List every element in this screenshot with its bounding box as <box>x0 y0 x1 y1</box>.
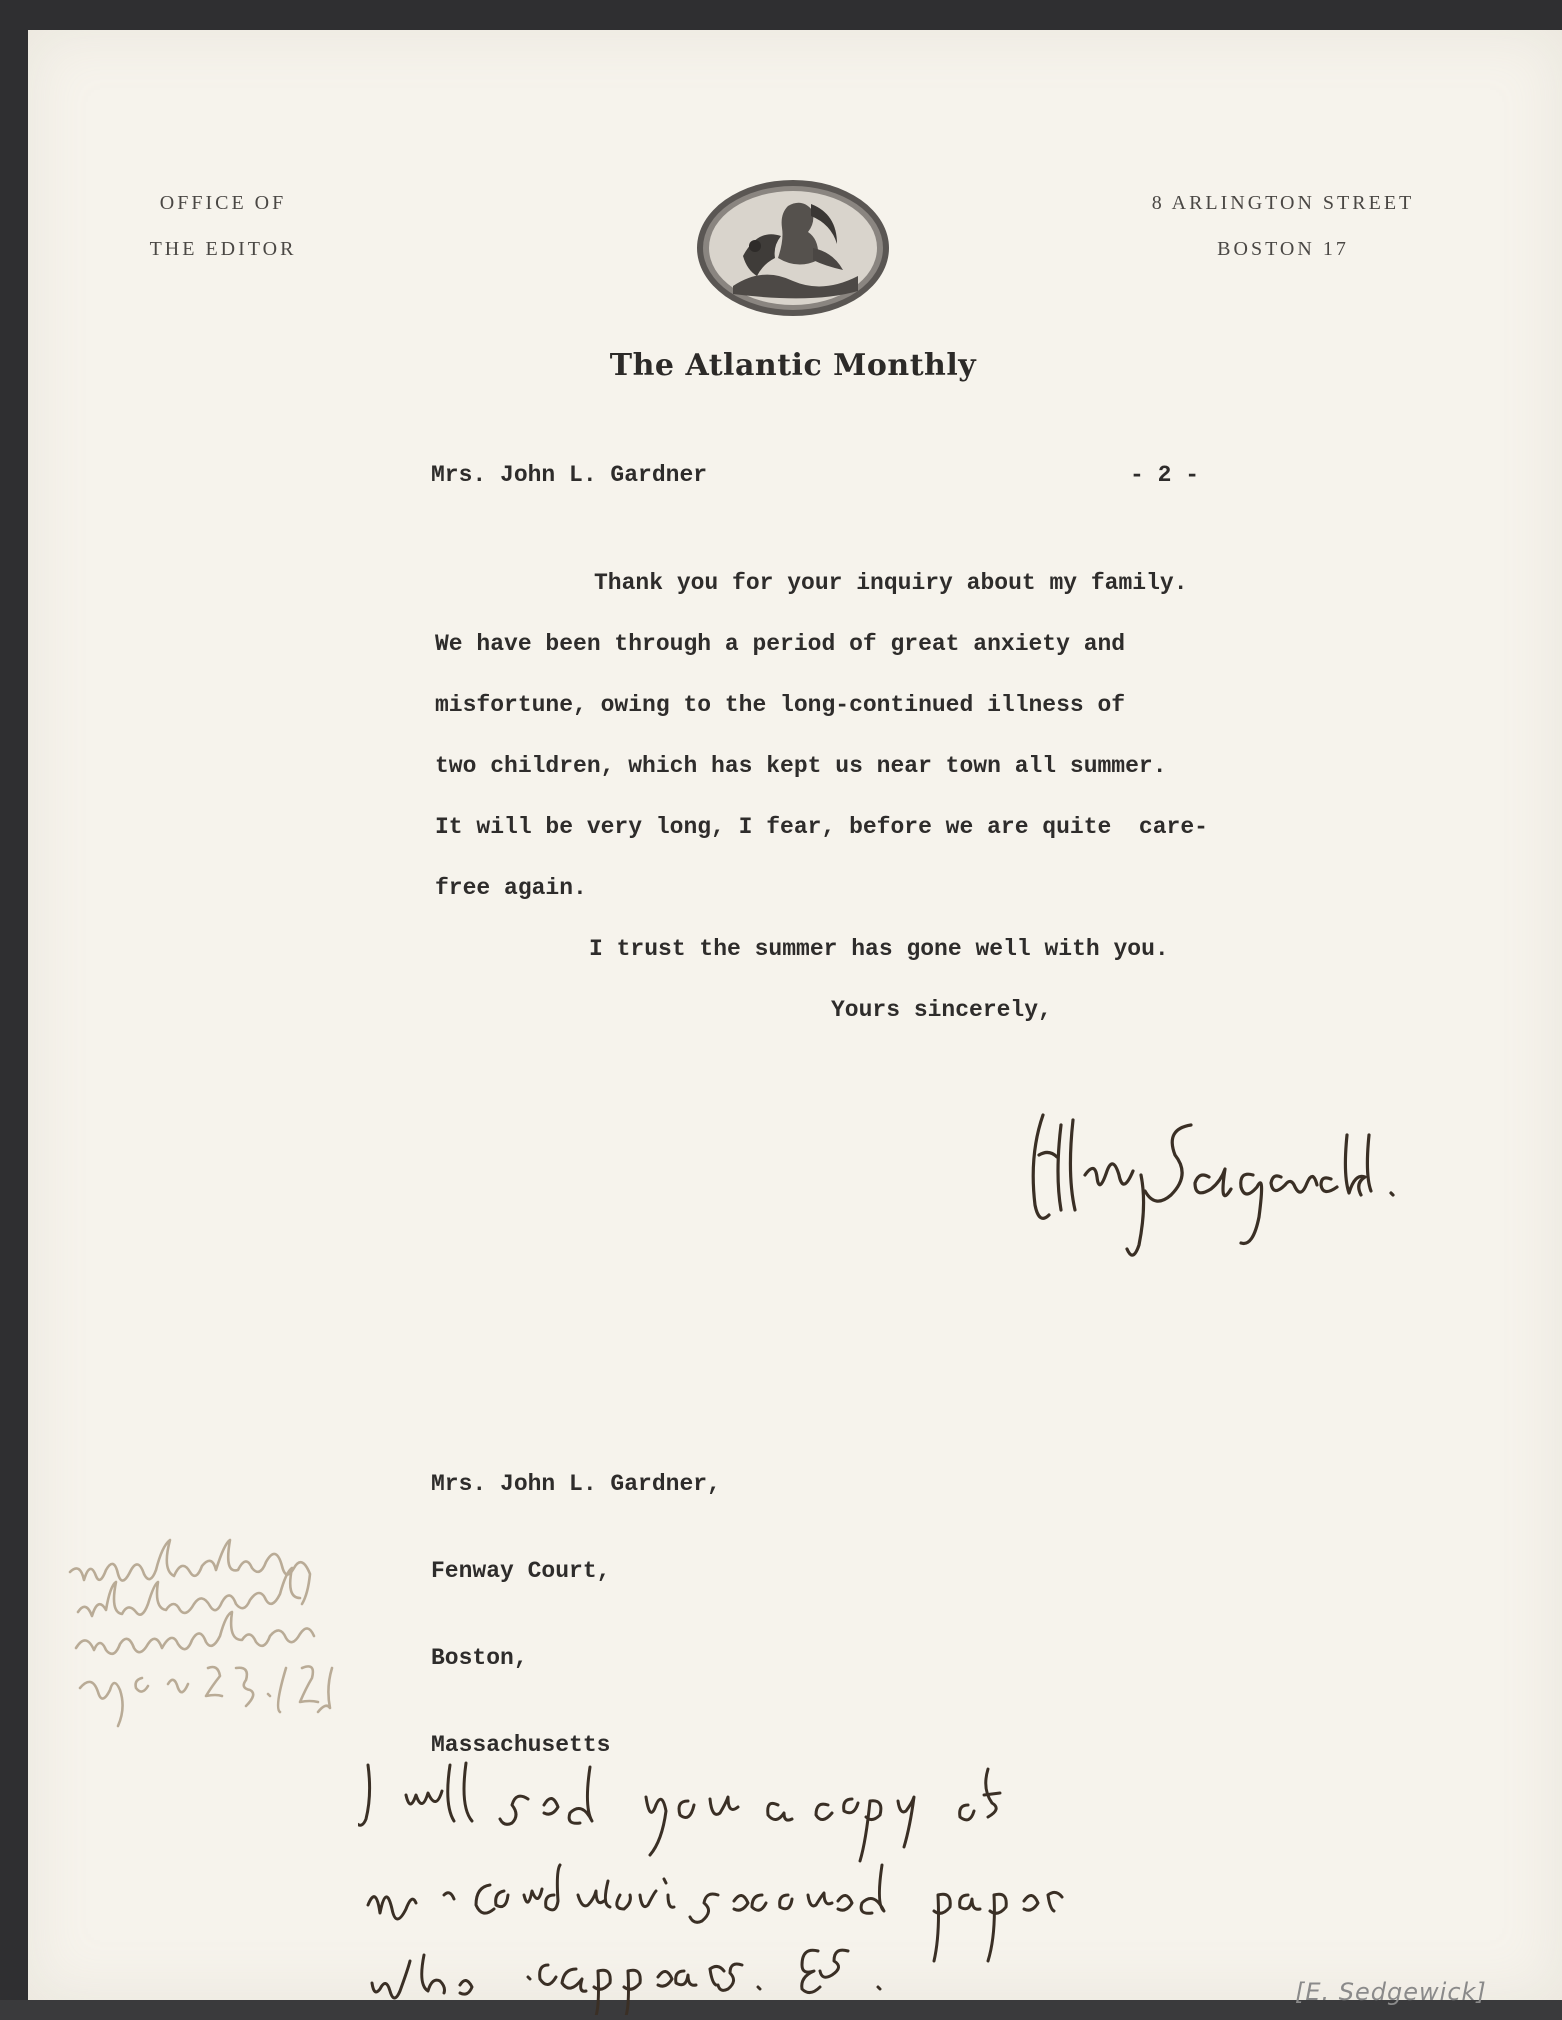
signature-text <box>1013 1085 1413 1275</box>
body-line-1: Thank you for your inquiry about my family. <box>594 570 1188 596</box>
closing-wish: I trust the summer has gone well with you. <box>589 936 1169 962</box>
complimentary-close: Yours sincerely, <box>831 997 1052 1023</box>
letterhead-address-line1: 8 ARLINGTON STREET <box>1151 192 1415 214</box>
pencil-annotation-text <box>58 1528 528 1758</box>
body-line-5: It will be very long, I fear, before we are quite care- <box>435 814 1208 840</box>
letterhead-address-line2: BOSTON 17 <box>1217 238 1349 260</box>
address-line-3: Boston, <box>431 1645 528 1671</box>
letterhead-office-line2: THE EDITOR <box>149 238 297 260</box>
pencil-annotation <box>58 1528 528 1758</box>
letterhead-address <box>1118 180 1448 272</box>
ink-postscript <box>358 1755 1178 2015</box>
masthead-title: The Atlantic Monthly <box>609 348 977 383</box>
body-line-3: misfortune, owing to the long-continued illness of <box>435 692 1126 718</box>
page-number: - 2 - <box>1130 462 1200 488</box>
body-line-6: free again. <box>435 875 587 901</box>
recipient-header: Mrs. John L. Gardner <box>431 462 708 488</box>
address-line-4: Massachusetts <box>431 1732 611 1758</box>
body-line-4: two children, which has kept us near town all summer. <box>435 753 1167 779</box>
archive-label: [E. Sedgewick] <box>1295 1978 1487 2006</box>
body-line-2: We have been through a period of great anxiety and <box>435 631 1126 657</box>
letterhead-office-line1: OFFICE OF <box>159 192 287 214</box>
atlantic-seal-icon <box>693 176 893 321</box>
letterhead-office <box>108 180 338 272</box>
address-line-1: Mrs. John L. Gardner, <box>431 1471 721 1497</box>
ink-postscript-text <box>358 1755 1178 2015</box>
address-line-2: Fenway Court, <box>431 1558 611 1584</box>
letter-sheet <box>28 30 1562 2006</box>
signature <box>1013 1085 1413 1275</box>
